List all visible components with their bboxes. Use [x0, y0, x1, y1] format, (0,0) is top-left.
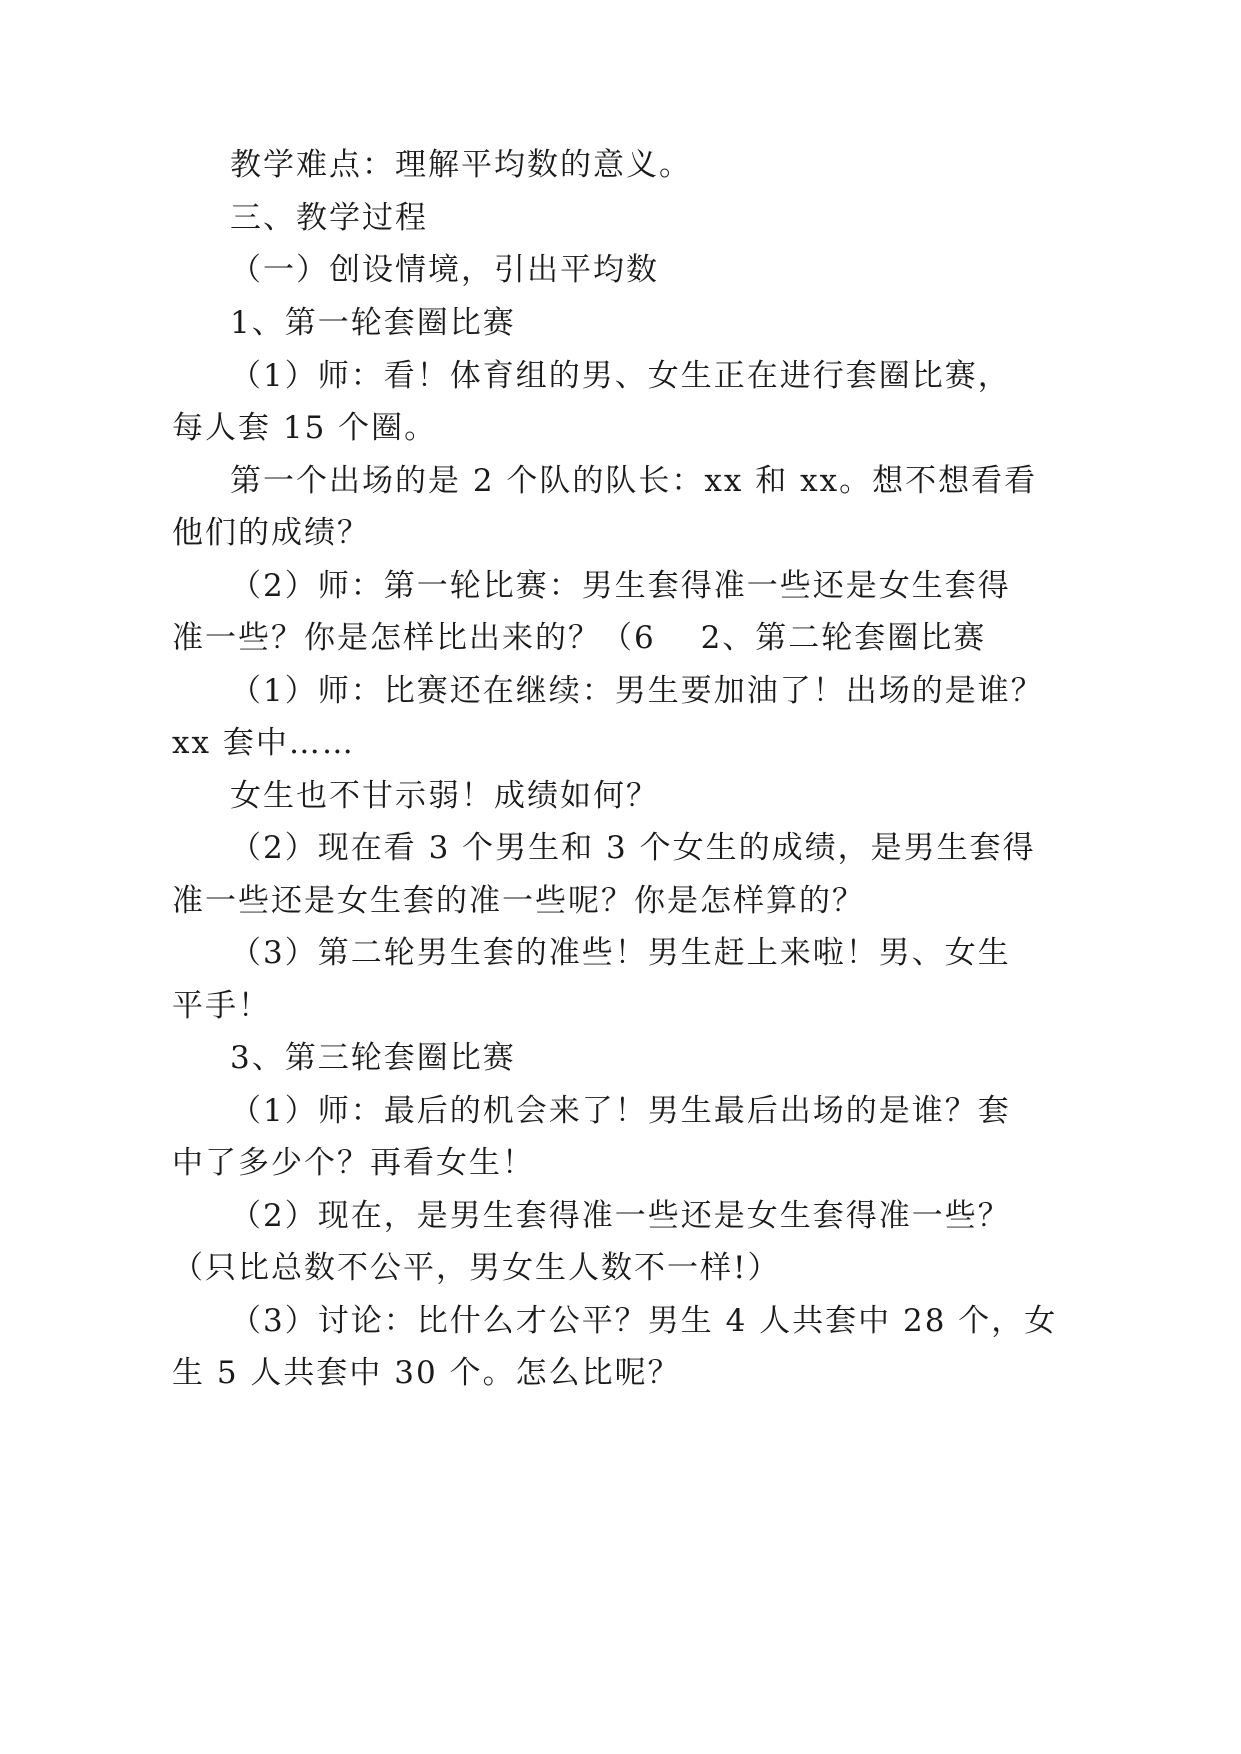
paragraph-line: 每人套 15 个圈。	[172, 410, 438, 446]
paragraph-line: （3）第二轮男生套的准些！男生赶上来啦！男、女生	[230, 935, 1011, 971]
paragraph-line: （1）师：比赛还在继续：男生要加油了！出场的是谁？	[230, 673, 1044, 709]
paragraph-line: （只比总数不公平，男女生人数不一样!）	[172, 1250, 781, 1286]
paragraph-line: （1）师：看！体育组的男、女生正在进行套圈比赛，	[230, 358, 1011, 394]
paragraph-line: 准一些还是女生套的准一些呢？你是怎样算的？	[172, 883, 865, 919]
paragraph-line: 女生也不甘示弱！成绩如何？	[230, 778, 659, 814]
paragraph-line: 准一些？你是怎样比出来的？（6 2、第二轮套圈比赛	[172, 620, 987, 656]
item-heading-round-1: 1、第一轮套圈比赛	[230, 305, 516, 341]
paragraph-line: （3）讨论：比什么才公平？男生 4 人共套中 28 个，女	[230, 1303, 1058, 1339]
paragraph-line: 他们的成绩？	[172, 515, 370, 551]
text-line-difficulty: 教学难点：理解平均数的意义。	[230, 147, 692, 183]
paragraph-line: （1）师：最后的机会来了！男生最后出场的是谁？套	[230, 1093, 1011, 1129]
paragraph-line: （2）师：第一轮比赛：男生套得准一些还是女生套得	[230, 568, 1011, 604]
item-heading-round-3: 3、第三轮套圈比赛	[230, 1040, 516, 1076]
paragraph-line: （2）现在，是男生套得准一些还是女生套得准一些？	[230, 1198, 1011, 1234]
section-heading-process: 三、教学过程	[230, 200, 428, 236]
subsection-heading-scenario: （一）创设情境，引出平均数	[230, 252, 659, 288]
paragraph-line: xx 套中……	[172, 725, 355, 761]
paragraph-line: （2）现在看 3 个男生和 3 个女生的成绩，是男生套得	[230, 830, 1036, 866]
paragraph-line: 第一个出场的是 2 个队的队长：xx 和 xx。想不想看看	[230, 463, 1038, 499]
paragraph-line: 平手！	[172, 988, 271, 1024]
paragraph-line: 中了多少个？再看女生！	[172, 1145, 535, 1181]
paragraph-line: 生 5 人共套中 30 个。怎么比呢？	[172, 1355, 681, 1391]
